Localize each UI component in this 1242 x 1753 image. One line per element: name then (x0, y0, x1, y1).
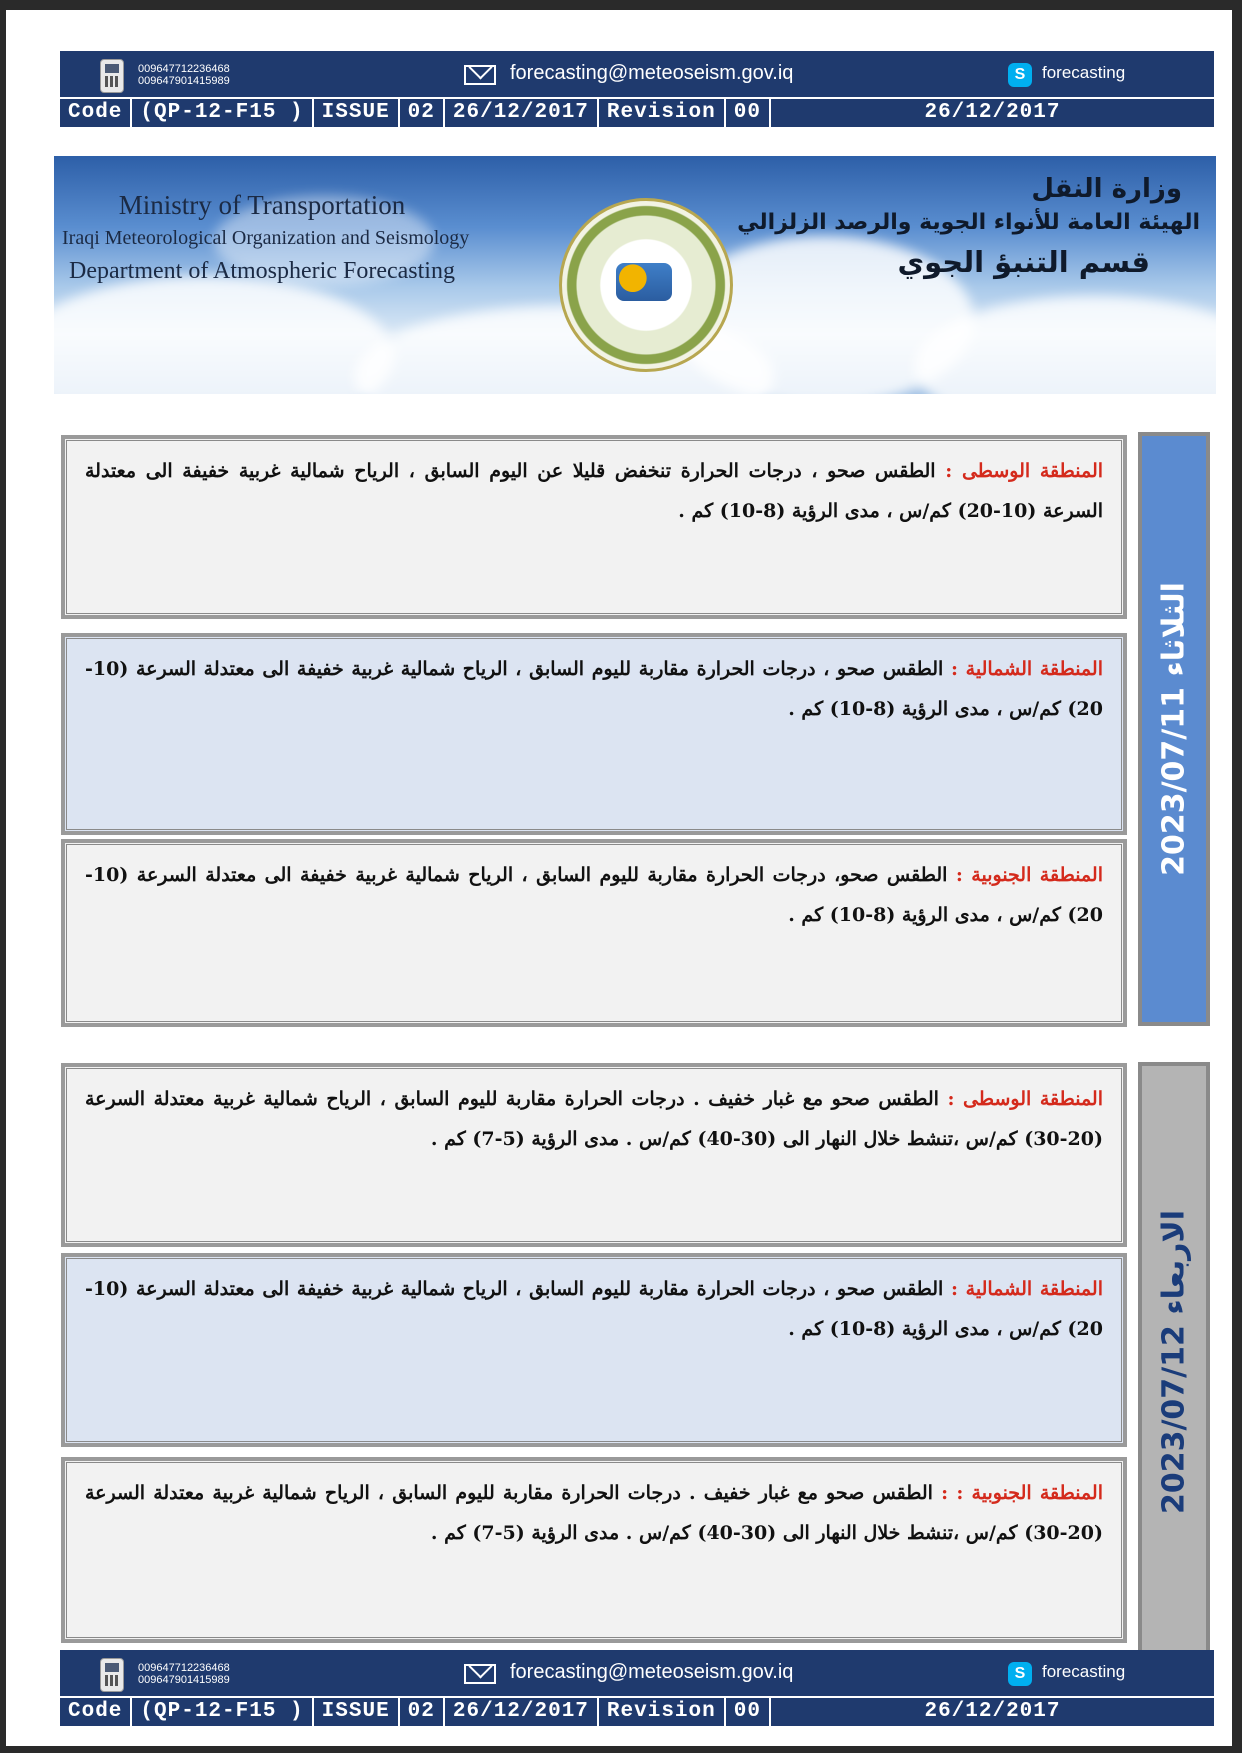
issue-value: 02 (400, 1698, 445, 1728)
revision-date: 26/12/2017 (924, 101, 1061, 124)
day1-north-forecast (64, 636, 1124, 832)
revision-value: 00 (726, 99, 771, 129)
day1-date-band (1138, 432, 1210, 1026)
revision-label: Revision (599, 99, 726, 129)
day1-date-label: الثلاثاء 2023/07/11 (1156, 582, 1192, 876)
banner-arabic-text (737, 174, 1200, 279)
day2-south-forecast (64, 1460, 1124, 1640)
issue-label: ISSUE (314, 1698, 400, 1728)
region-label-south: المنطقة الجنوبية : (955, 864, 1103, 886)
document-code-row (60, 1696, 1214, 1728)
code-value: (QP-12-F15 ) (132, 99, 313, 129)
day1-south-forecast (64, 842, 1124, 1024)
document-code-row (60, 97, 1214, 129)
day2-north-forecast (64, 1256, 1124, 1444)
skype-icon: S (1008, 1662, 1032, 1686)
skype-handle: forecasting (1042, 63, 1126, 82)
forecast-text: الطقس صحو، درجات الحرارة مقاربة لليوم السابق ، الرياح شمالية غربية خفيفة الى معتدلة السرعة (10-20) كم/س ، مدى الرؤية (8-10) كم . (85, 864, 1103, 926)
day2-central-forecast (64, 1066, 1124, 1244)
region-label-central: المنطقة الوسطى : (947, 1088, 1103, 1110)
phone-numbers (138, 63, 230, 87)
contact-row (60, 51, 1214, 97)
department-name-ar: قسم التنبؤ الجوي (897, 245, 1150, 279)
code-value: (QP-12-F15 ) (132, 1698, 313, 1728)
phone-icon (100, 59, 124, 93)
document-page (6, 10, 1232, 1746)
revision-date: 26/12/2017 (924, 1700, 1061, 1723)
phone-number-2: 009647901415989 (138, 75, 230, 87)
forecast-text: الطقس صحو مع غبار خفيف . درجات الحرارة مقاربة لليوم السابق ، الرياح شمالية غربية معتدلة السرعة (20-30) كم/س ،تنشط خلال النهار الى (30-40) كم/س . مدى الرؤية (5-7) كم . (85, 1482, 1103, 1544)
region-label-north: المنطقة الشمالية : (951, 658, 1103, 680)
mail-icon (464, 1664, 496, 1684)
phone-number-1: 009647712236468 (138, 63, 230, 75)
code-label: Code (60, 1698, 132, 1728)
issue-label: ISSUE (314, 99, 400, 129)
contact-row (60, 1650, 1214, 1696)
day2-date-label: الاربعاء 2023/07/12 (1156, 1209, 1192, 1515)
revision-label: Revision (599, 1698, 726, 1728)
organization-banner (54, 156, 1216, 394)
banner-english-text (62, 190, 470, 285)
organization-seal-logo (559, 198, 733, 372)
forecast-text: الطقس صحو ، درجات الحرارة مقاربة لليوم السابق ، الرياح شمالية غربية خفيفة الى معتدلة السرعة (10-20) كم/س ، مدى الرؤية (8-10) كم . (85, 658, 1103, 720)
organization-name-ar: الهيئة العامة للأنواء الجوية والرصد الزلزالي (737, 210, 1200, 235)
region-label-north: المنطقة الشمالية : (951, 1278, 1103, 1300)
organization-name-en: Iraqi Meteorological Organization and Seismology (62, 227, 470, 249)
phone-number-2: 009647901415989 (138, 1674, 230, 1686)
day2-date-band (1138, 1062, 1210, 1662)
forecast-text: الطقس صحو ، درجات الحرارة تنخفض قليلا عن اليوم السابق ، الرياح شمالية غربية خفيفة الى معتدلة السرعة (10-20) كم/س ، مدى الرؤية (8-10) كم . (85, 460, 1103, 522)
ministry-name-ar: وزارة النقل (1031, 174, 1182, 204)
phone-number-1: 009647712236468 (138, 1662, 230, 1674)
region-label-south: المنطقة الجنوبية : : (941, 1482, 1103, 1504)
forecast-text: الطقس صحو مع غبار خفيف . درجات الحرارة مقاربة لليوم السابق ، الرياح شمالية غربية معتدلة السرعة (20-30) كم/س ،تنشط خلال النهار الى (30-40) كم/س . مدى الرؤية (5-7) كم . (85, 1088, 1103, 1150)
footer-contact-bar (60, 1650, 1214, 1726)
department-name-en: Department of Atmospheric Forecasting (69, 258, 455, 284)
forecast-text: الطقس صحو ، درجات الحرارة مقاربة لليوم السابق ، الرياح شمالية غربية خفيفة الى معتدلة السرعة (10-20) كم/س ، مدى الرؤية (8-10) كم . (85, 1278, 1103, 1340)
revision-value: 00 (726, 1698, 771, 1728)
skype-handle: forecasting (1042, 1662, 1126, 1681)
mail-icon (464, 65, 496, 85)
region-label-central: المنطقة الوسطى : (945, 460, 1104, 482)
skype-icon: S (1008, 63, 1032, 87)
ministry-name-en: Ministry of Transportation (118, 190, 406, 220)
phone-numbers (138, 1662, 230, 1686)
email-address[interactable]: forecasting@meteoseism.gov.iq (510, 62, 794, 84)
email-address[interactable]: forecasting@meteoseism.gov.iq (510, 1661, 794, 1683)
phone-icon (100, 1658, 124, 1692)
day1-central-forecast (64, 438, 1124, 616)
issue-value: 02 (400, 99, 445, 129)
header-contact-bar (60, 51, 1214, 127)
issue-date: 26/12/2017 (445, 99, 599, 129)
code-label: Code (60, 99, 132, 129)
issue-date: 26/12/2017 (445, 1698, 599, 1728)
